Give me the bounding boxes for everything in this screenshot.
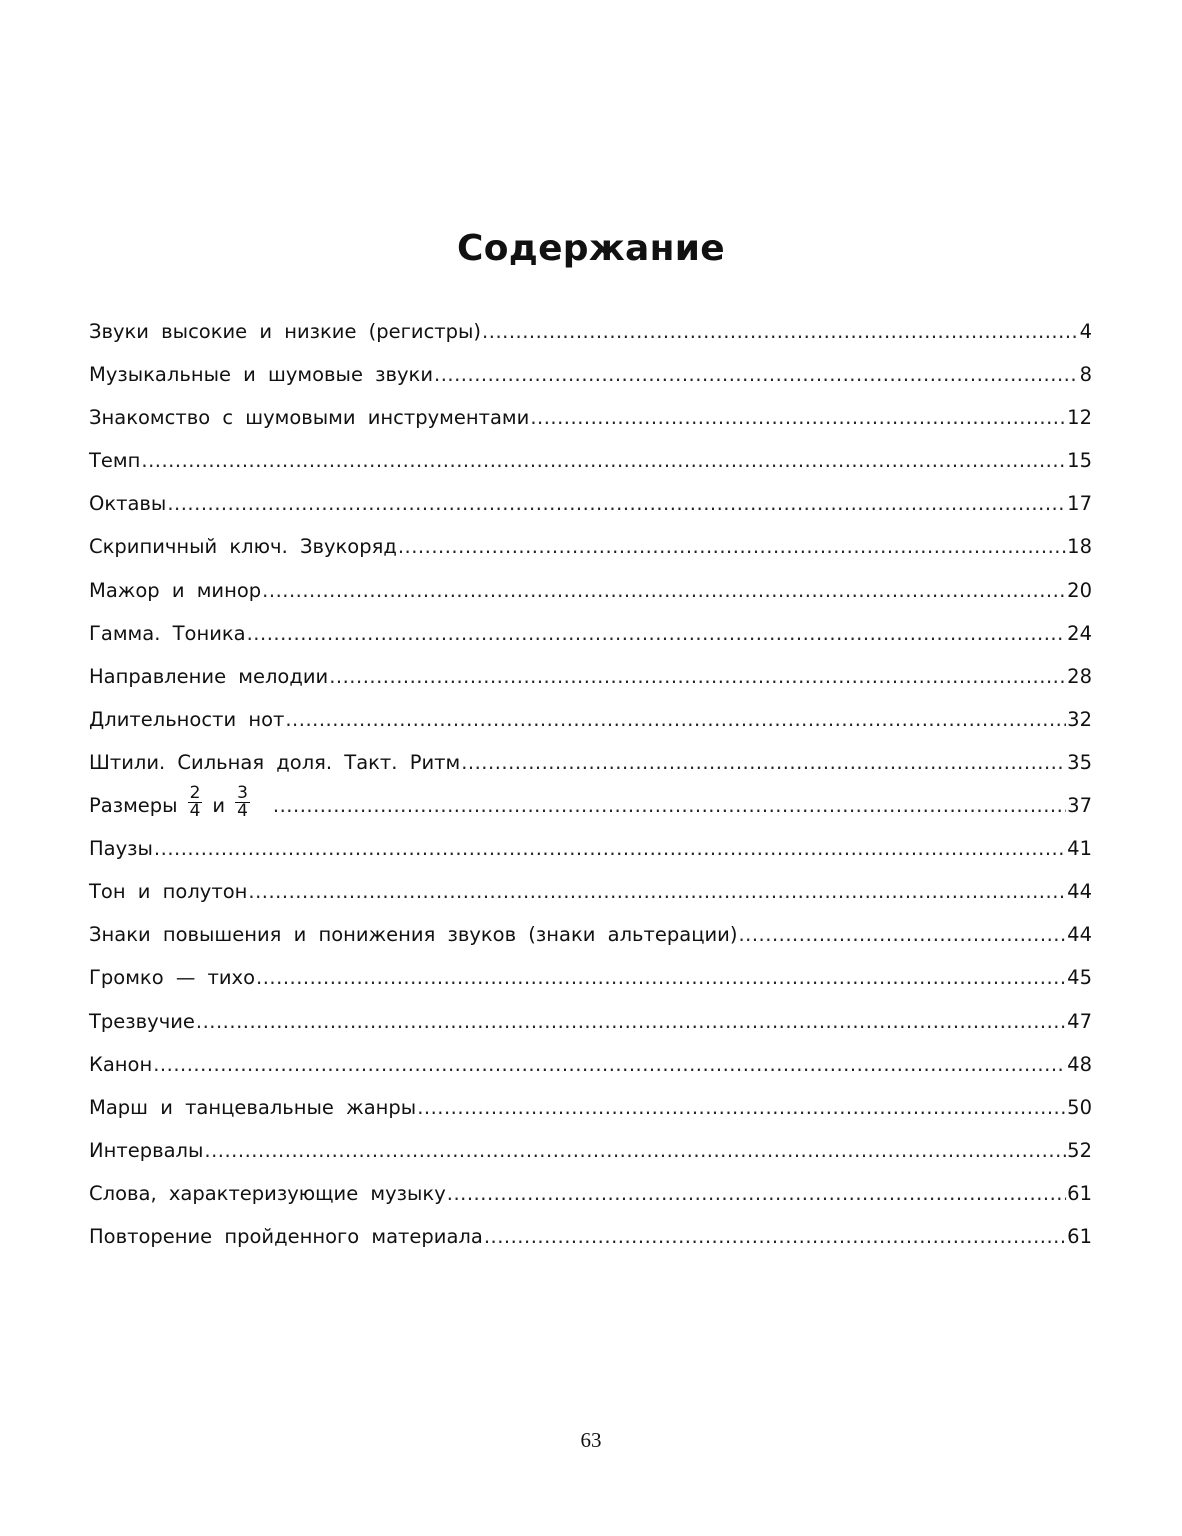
toc-leader-dots	[248, 870, 1066, 913]
toc-leader-dots	[398, 525, 1066, 568]
toc-entry-label: Марш и танцевальные жанры	[89, 1095, 417, 1119]
toc-entry-time-signatures	[89, 784, 1092, 827]
time-signature-fraction	[235, 785, 250, 820]
toc-entry	[89, 913, 1092, 956]
toc-entry-page: 48	[1067, 1052, 1092, 1076]
toc-entry-page: 47	[1067, 1009, 1092, 1033]
toc-leader-dots	[461, 741, 1066, 784]
toc-entry-label: Знакомство с шумовыми инструментами	[89, 406, 530, 430]
toc-entry	[89, 353, 1092, 396]
toc-leader-dots	[484, 1215, 1066, 1258]
toc-entry	[89, 741, 1092, 784]
toc-entry-label: Длительности нот	[89, 707, 285, 731]
toc-leader-dots	[738, 913, 1066, 956]
toc-leader-dots	[167, 482, 1066, 525]
toc-entry-page: 32	[1067, 707, 1092, 731]
toc-entry	[89, 1043, 1092, 1086]
toc-entry-page: 8	[1079, 363, 1092, 387]
toc-leader-dots	[196, 1000, 1066, 1043]
toc-leader-dots	[417, 1086, 1066, 1129]
toc-leader-dots	[329, 655, 1066, 698]
toc-entry	[89, 1172, 1092, 1215]
page-title: Содержание	[456, 228, 726, 269]
toc-entry-page: 61	[1067, 1181, 1092, 1205]
toc-entry-label: Трезвучие	[89, 1009, 195, 1033]
toc-entry-label-group	[89, 784, 272, 827]
toc-leader-dots	[447, 1172, 1066, 1215]
fraction-denominator: 4	[189, 801, 201, 822]
fraction-numerator: 2	[189, 783, 201, 804]
toc-entry-page: 4	[1079, 320, 1092, 343]
toc-entry-label: Повторение пройденного материала	[89, 1224, 483, 1248]
toc-entry-page: 15	[1067, 449, 1092, 473]
toc-entry-page: 52	[1067, 1138, 1092, 1162]
toc-leader-dots	[247, 612, 1067, 655]
toc-entry	[89, 956, 1092, 999]
toc-entry-label: Гамма. Тоника	[89, 621, 246, 645]
toc-leader-dots	[141, 439, 1066, 482]
toc-entry-page: 45	[1067, 966, 1092, 990]
toc-entry-label: Канон	[89, 1052, 153, 1076]
toc-entry-page: 35	[1067, 750, 1092, 774]
toc-entry-page: 20	[1067, 578, 1092, 602]
toc-entry-label: Мажор и минор	[89, 578, 262, 602]
toc-entry-label: Тон и полутон	[89, 880, 248, 904]
toc-entry-page: 44	[1067, 923, 1092, 947]
toc-entry-label: Паузы	[89, 837, 153, 861]
toc-leader-dots	[434, 353, 1079, 396]
toc-leader-dots	[154, 827, 1066, 870]
toc-entry-label: Размеры	[89, 794, 178, 818]
toc-entry-page: 44	[1067, 880, 1092, 904]
toc-entry	[89, 655, 1092, 698]
toc-entry	[89, 1086, 1092, 1129]
toc-entry-label: Звуки высокие и низкие (регистры)	[89, 320, 482, 343]
toc-entry-page: 18	[1067, 535, 1092, 559]
toc-entry-page: 41	[1067, 837, 1092, 861]
toc-leader-dots	[530, 396, 1066, 439]
fraction-numerator: 3	[237, 783, 248, 804]
toc-entry-page: 50	[1067, 1095, 1092, 1119]
conjunction-text: и	[212, 794, 226, 818]
toc-leader-dots	[204, 1129, 1066, 1172]
toc-leader-dots	[273, 784, 1066, 827]
toc-entry	[89, 1129, 1092, 1172]
toc-entry-label: Знаки повышения и понижения звуков (знаки альтерации)	[89, 923, 738, 947]
toc-entry	[89, 612, 1092, 655]
toc-entry	[89, 396, 1092, 439]
toc-entry	[89, 310, 1092, 353]
toc-entry	[89, 1000, 1092, 1043]
toc-entry	[89, 569, 1092, 612]
toc-leader-dots	[153, 1043, 1066, 1086]
toc-entry	[89, 827, 1092, 870]
toc-leader-dots	[285, 698, 1066, 741]
toc-entry-label: Музыкальные и шумовые звуки	[89, 363, 433, 387]
toc-entry-label: Интервалы	[89, 1138, 204, 1162]
toc-entry	[89, 525, 1092, 568]
toc-entry-page: 61	[1067, 1224, 1092, 1248]
toc-entry	[89, 439, 1092, 482]
toc-entry	[89, 698, 1092, 741]
toc-entry-page: 24	[1067, 621, 1092, 645]
toc-leader-dots	[256, 956, 1066, 999]
toc-entry-label: Темп	[89, 449, 141, 473]
toc-entry-label: Штили. Сильная доля. Такт. Ритм	[89, 750, 461, 774]
toc-leader-dots	[482, 310, 1079, 353]
toc-entry-label: Громко — тихо	[89, 966, 256, 990]
toc-entry-page: 12	[1067, 406, 1092, 430]
toc-entry-label: Направление мелодии	[89, 664, 329, 688]
time-signature-fraction	[188, 785, 203, 820]
toc-entry-label: Слова, характеризующие музыку	[89, 1181, 446, 1205]
toc-entry	[89, 1215, 1092, 1258]
toc-entry-page: 28	[1067, 664, 1092, 688]
toc-entry-label: Октавы	[89, 492, 167, 516]
toc-entry	[89, 482, 1092, 525]
toc-leader-dots	[262, 569, 1066, 612]
page-number: 63	[580, 1428, 602, 1452]
table-of-contents	[89, 310, 1092, 1258]
fraction-denominator: 4	[237, 801, 248, 822]
toc-entry-page: 17	[1067, 492, 1092, 516]
toc-entry-label: Скрипичный ключ. Звукоряд	[89, 535, 397, 559]
toc-entry-page: 37	[1067, 794, 1092, 818]
toc-entry	[89, 870, 1092, 913]
